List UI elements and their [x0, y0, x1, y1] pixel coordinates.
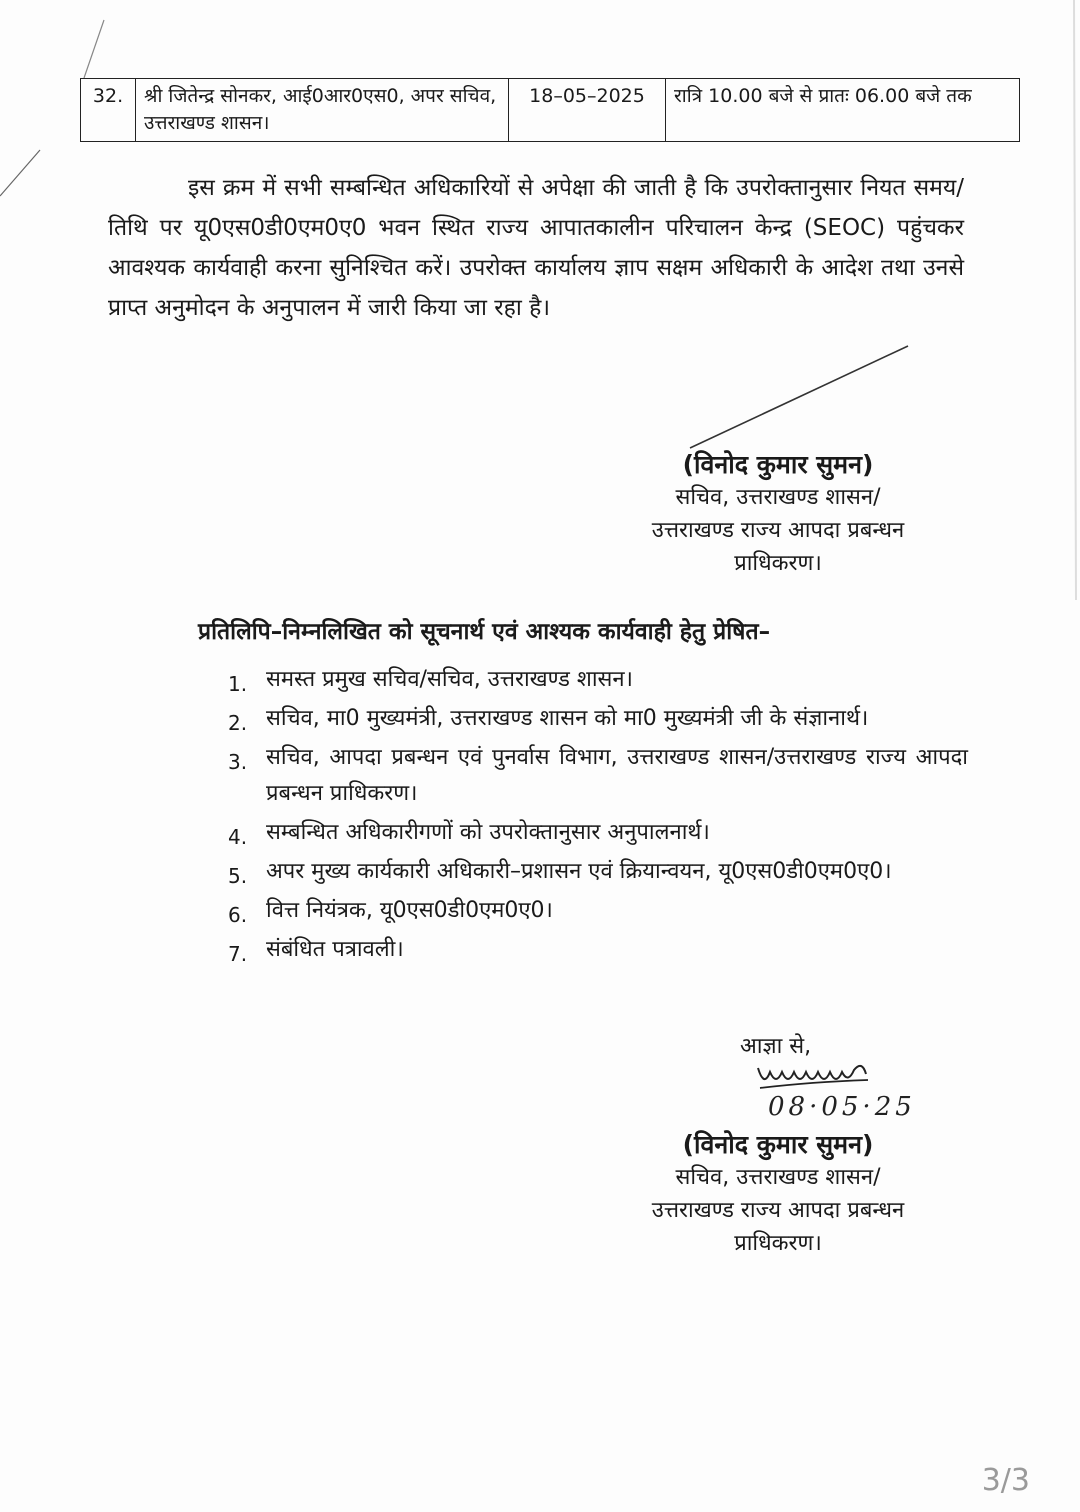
copy-heading: प्रतिलिपि–निम्नलिखित को सूचनार्थ एवं आश्यक कार्यवाही हेतु प्रेषित– [198, 619, 771, 645]
body-paragraph: इस क्रम में सभी सम्बन्धित अधिकारियों से अपेक्षा की जाती है कि उपरोक्तानुसार नियत समय/तिथि पर यू0एस0डी0एम0ए0 भवन स्थित राज्य आपातकालीन परिचालन केन्द्र (SEOC) पहुंचकर आवश्यक कार्यवाही करना सुनिश्चित करें। उपरोक्त कार्यालय ज्ञाप सक्षम अधिकारी के आदेश तथा उनसे प्राप्त अनुमोदन के अनुपालन में जारी किया जा रहा है। [108, 175, 964, 321]
list-item [228, 932, 968, 968]
duty-table [80, 78, 1020, 142]
list-item-text: अपर मुख्य कार्यकारी अधिकारी–प्रशासन एवं क्रियान्वयन, यू0एस0डी0एम0ए0। [266, 859, 892, 884]
list-item [228, 662, 968, 698]
list-item [228, 854, 968, 890]
signature-block-1 [598, 448, 958, 580]
list-item-number: 2. [228, 711, 248, 735]
signatory-name: (विनोद कुमार सुमन) [682, 450, 874, 479]
page-indicator: 3/3 [981, 1463, 1030, 1498]
list-item-number: 4. [228, 825, 248, 849]
list-item-text: वित्त नियंत्रक, यू0एस0डी0एम0ए0। [266, 898, 553, 923]
signatory-designation-1: सचिव, उत्तराखण्ड शासन/ [675, 1165, 881, 1190]
list-item-text: सम्बन्धित अधिकारीगणों को उपरोक्तानुसार अनुपालनार्थ। [266, 820, 710, 845]
signatory-designation-3: प्राधिकरण। [734, 1231, 822, 1256]
row-number: 32. [81, 79, 136, 142]
handwritten-signature [750, 1058, 880, 1094]
list-item-number: 6. [228, 903, 248, 927]
list-item-number: 3. [228, 750, 248, 774]
list-item-text: संबंधित पत्रावली। [266, 937, 404, 962]
signatory-name: (विनोद कुमार सुमन) [682, 1130, 874, 1159]
list-item [228, 740, 968, 812]
officer-name: श्री जितेन्द्र सोनकर, आई0आर0एस0, अपर सचिव, उत्तराखण्ड शासन। [136, 79, 509, 142]
duty-date: 18–05–2025 [509, 79, 666, 142]
list-item-text: सचिव, आपदा प्रबन्धन एवं पुनर्वास विभाग, उत्तराखण्ड शासन/उत्तराखण्ड राज्य आपदा प्रबन्धन प्राधिकरण। [266, 745, 968, 806]
signature-stroke [690, 346, 908, 448]
list-item-number: 1. [228, 672, 248, 696]
handwritten-date: 08·05·25 [768, 1092, 916, 1122]
by-order-text: आज्ञा से, [740, 1034, 812, 1059]
duty-time: रात्रि 10.00 बजे से प्रातः 06.00 बजे तक [666, 79, 1020, 142]
list-item-text: सचिव, मा0 मुख्यमंत्री, उत्तराखण्ड शासन को मा0 मुख्यमंत्री जी के संज्ञानार्थ। [266, 706, 869, 731]
list-item [228, 893, 968, 929]
signature-block-2 [598, 1128, 958, 1260]
list-item-text: समस्त प्रमुख सचिव/सचिव, उत्तराखण्ड शासन। [266, 667, 633, 692]
table-row [81, 79, 1020, 142]
list-item [228, 815, 968, 851]
list-item-number: 5. [228, 864, 248, 888]
signatory-designation-3: प्राधिकरण। [734, 551, 822, 576]
list-item [228, 701, 968, 737]
list-item-number: 7. [228, 942, 248, 966]
copy-list [228, 662, 968, 971]
signatory-designation-1: सचिव, उत्तराखण्ड शासन/ [675, 485, 881, 510]
signatory-designation-2: उत्तराखण्ड राज्य आपदा प्रबन्धन [651, 1198, 905, 1223]
signatory-designation-2: उत्तराखण्ड राज्य आपदा प्रबन्धन [651, 518, 905, 543]
